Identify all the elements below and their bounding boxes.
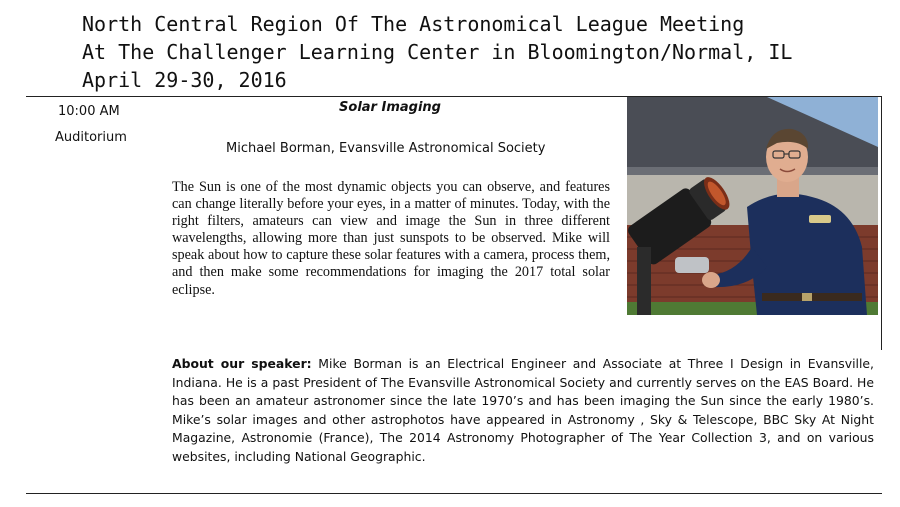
bio-label: About our speaker:: [172, 356, 312, 371]
bottom-divider: [26, 493, 882, 494]
session-location: Auditorium: [55, 130, 127, 145]
speaker-photo: [627, 97, 878, 315]
talk-abstract: The Sun is one of the most dynamic objects you can observe, and features can change literally before your eyes, in a matter of minutes. Today, with the right filters, amateurs can view and image the Sun in three different wavelengths, allowing more than just sunspots to be observed. Mike will speak about how to capture these solar features with a camera, process them, and then make some recommendations for imaging the 2017 total solar eclipse.: [172, 179, 610, 298]
speaker-bio: [172, 355, 874, 467]
bio-text: Mike Borman is an Electrical Engineer and Associate at Three I Design in Evansville, Indiana. He is a past President of The Evansville Astronomical Society and currently serves on the EAS Board. He has been an amateur astronomer since the late 1970’s and has been imaging the Sun since the early 1980’s. Mike’s solar images and other astrophotos have appeared in Astronomy , Sky & Telescope, BBC Sky At Night Magazine, Astronomie (France), The 2014 Astronomy Photographer of The Year Collection 3, and on various websites, including National Geographic.: [172, 356, 874, 464]
talk-title: Solar Imaging: [339, 100, 441, 115]
page-header: [82, 10, 792, 94]
right-border: [881, 96, 882, 350]
header-line-2: At The Challenger Learning Center in Bloomington/Normal, IL: [82, 40, 793, 64]
header-line-1: North Central Region Of The Astronomical League Meeting: [82, 12, 745, 36]
session-time: 10:00 AM: [58, 104, 120, 119]
speaker-affiliation: Michael Borman, Evansville Astronomical Society: [226, 141, 546, 156]
header-line-3: April 29-30, 2016: [82, 68, 287, 92]
